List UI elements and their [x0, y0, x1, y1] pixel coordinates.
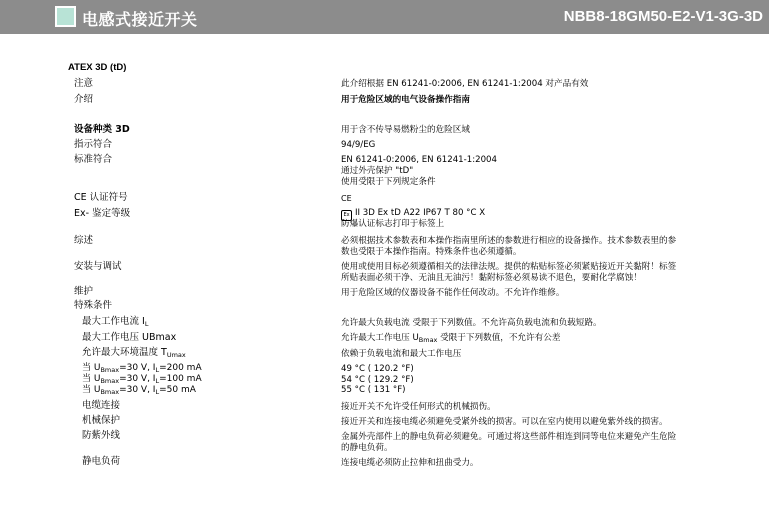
label-standards: 标准符合: [74, 154, 113, 165]
ex-symbol-icon: Ex: [341, 210, 352, 221]
value-directive: 94/9/EG: [341, 140, 376, 150]
label-note: 注意: [74, 78, 94, 89]
label-maintenance: 维护: [74, 286, 94, 297]
label-cable-connection: 电缆连接: [82, 400, 121, 411]
value-max-voltage: 允许最大工作电压 $U_{Bmax}$ 受限于下列数值，不允许有公差: [341, 333, 561, 344]
value-intro: 用于危险区域的电气设备操作指南: [341, 95, 470, 105]
value-note: 此介绍根据 EN 61241-0:2006, EN 61241-1:2004 对产品有效: [341, 79, 589, 89]
label-uv-protection: 防紫外线: [82, 430, 121, 441]
label-max-voltage: 最大工作电压 UBmax: [82, 332, 177, 343]
label-special-conditions: 特殊条件: [74, 300, 113, 311]
value-standards-line3: 使用受限于下列规定条件: [341, 177, 436, 187]
value-cable-connection: 接近开关不允许受任何形式的机械损伤。: [341, 402, 496, 412]
label-intro: 介绍: [74, 94, 94, 105]
value-installation: 使用或使用目标必须遵循相关的法律法规。提供的粘贴标签必须紧贴接近开关黏附！标签: [341, 262, 677, 272]
value-general: 必须根据技术参数表和本操作指南里所述的参数进行相应的设备操作。技术参数表里的参: [341, 236, 677, 246]
value-device-category: 用于含不传导易燃粉尘的危险区域: [341, 125, 470, 135]
value-mechanical-protection: 接近开关和连接电缆必须避免受紧外线的损害。可以在室内使用以避免紫外线的损害。: [341, 417, 668, 427]
label-max-current: 最大工作电流 $I_L$: [82, 316, 149, 328]
label-static-charge: 静电负荷: [82, 456, 121, 467]
value-ex-class: Ex II 3D Ex tD A22 IP67 T 80 °C X: [341, 208, 485, 221]
value-ex-class-line2: 防爆认证标志打印于标签上: [341, 219, 445, 229]
value-installation-line2: 所贴表面必须干净、无油且无油污！黏附标签必须易读不退色，要耐化学腐蚀！: [341, 273, 642, 283]
label-condition-100ma: 当 $U_{Bmax}=30$ V, $I_L=100$ mA: [82, 374, 202, 385]
header-bar: [0, 0, 769, 34]
label-installation: 安装与调试: [74, 261, 122, 272]
value-standards-line2: 通过外壳保护 "tD": [341, 166, 414, 176]
value-condition-50ma: 55 °C ( 131 °F): [341, 385, 406, 395]
page-title: 电感式接近开关: [82, 10, 198, 29]
value-max-current: 允许最大负载电流 受限于下列数值。不允许高负载电流和负载短路。: [341, 318, 602, 328]
value-uv-protection: 金属外壳部件上的静电负荷必须避免。可通过将这些部件相连到同等电位来避免产生危险: [341, 432, 677, 442]
label-general: 综述: [74, 235, 94, 246]
value-maintenance: 用于危险区域的仪器设备不能作任何改动。不允许作维修。: [341, 288, 565, 298]
value-static-charge: 连接电缆必须防止拉伸和扭曲受力。: [341, 458, 479, 468]
label-ce: CE 认证符号: [74, 192, 128, 203]
value-general-line2: 数也受限于本操作指南。特殊条件也必须遵循。: [341, 247, 522, 257]
label-device-category: 设备种类 3D: [74, 124, 130, 135]
value-uv-protection-line2: 的静电负荷。: [341, 443, 393, 453]
value-condition-200ma: 49 °C ( 120.2 °F): [341, 364, 414, 374]
logo-square-icon: [55, 6, 76, 27]
label-mechanical-protection: 机械保护: [82, 415, 121, 426]
value-condition-100ma: 54 °C ( 129.2 °F): [341, 375, 414, 385]
model-number: NBB8-18GM50-E2-V1-3G-3D: [563, 8, 763, 25]
label-ex-class: Ex- 鉴定等级: [74, 208, 131, 219]
label-condition-50ma: 当 $U_{Bmax}=30$ V, $I_L=50$ mA: [82, 385, 196, 396]
value-standards: EN 61241-0:2006, EN 61241-1:2004: [341, 155, 497, 165]
label-max-ambient-temp: 允许最大环境温度 $T_{Umax}$: [82, 347, 186, 359]
value-max-ambient-temp: 依赖于负载电流和最大工作电压: [341, 349, 462, 359]
section-title: ATEX 3D (tD): [68, 62, 127, 73]
label-directive: 指示符合: [74, 139, 113, 150]
label-condition-200ma: 当 $U_{Bmax}=30$ V, $I_L=200$ mA: [82, 363, 202, 374]
ce-mark-icon: CE: [341, 194, 352, 203]
